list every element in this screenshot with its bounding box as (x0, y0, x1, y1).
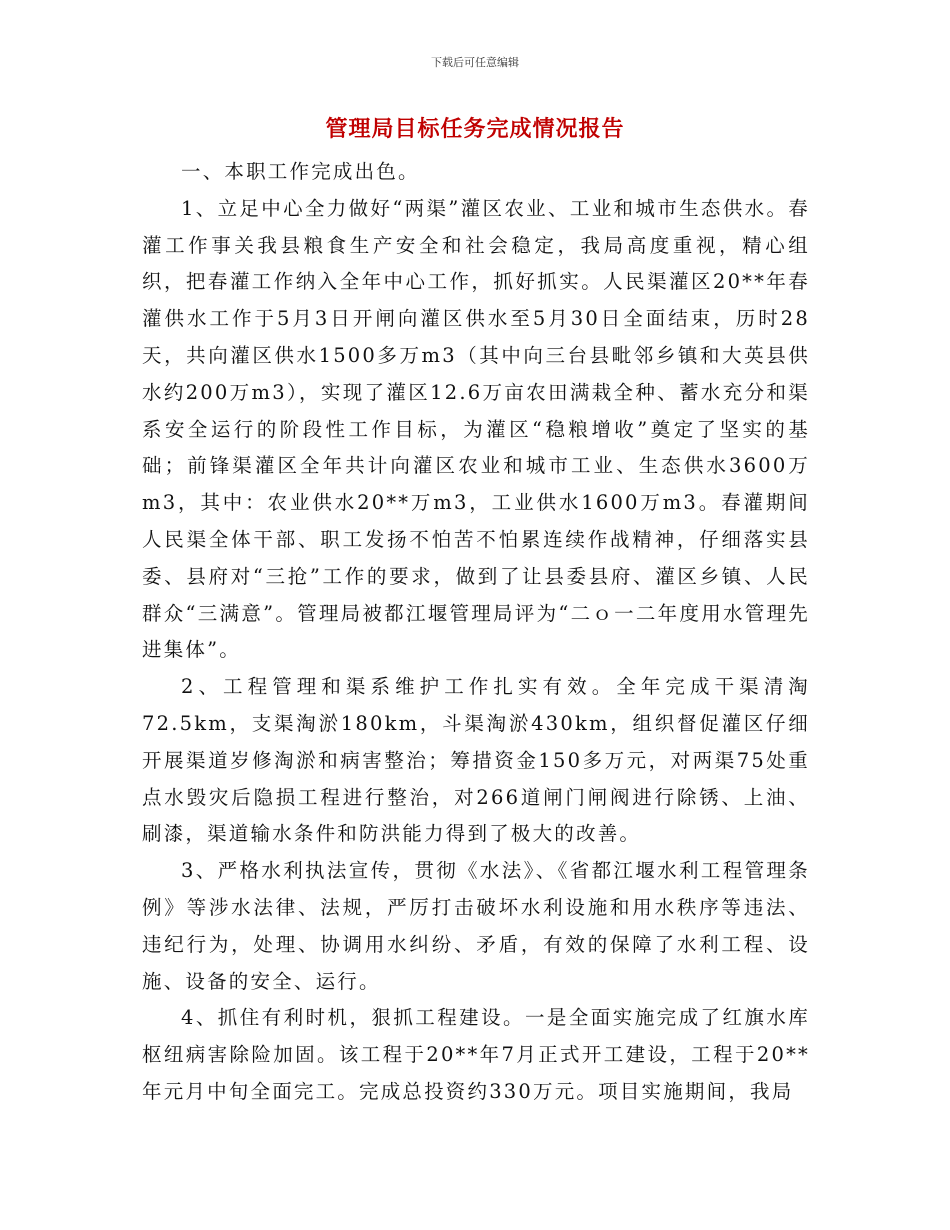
section-heading-1: 一、本职工作完成出色。 (181, 160, 420, 183)
document-body (142, 154, 810, 1111)
paragraph-item-1: 1、立足中心全力做好“两渠”灌区农业、工业和城市生态供水。春灌工作事关我县粮食生产安全和社会稳定，我局高度重视，精心组织，把春灌工作纳入全年中心工作，抓好抓实。人民渠灌区20**年春灌供水工作于5月3日开闸向灌区供水至5月30日全面结束，历时28天，共向灌区供水1500多万m3（其中向三台县毗邻乡镇和大英县供水约200万m3），实现了灌区12.6万亩农田满栽全种、蓄水充分和渠系安全运行的阶段性工作目标，为灌区“稳粮增收”奠定了坚实的基础；前锋渠灌区全年共计向灌区农业和城市工业、生态供水3600万m3，其中：农业供水20**万m3，工业供水1600万m3。春灌期间人民渠全体干部、职工发扬不怕苦不怕累连续作战精神，仔细落实县委、县府对“三抢”工作的要求，做到了让县委县府、灌区乡镇、人民群众“三满意”。管理局被都江堰管理局评为“二ｏ一二年度用水管理先进集体”。 (142, 196, 810, 662)
paragraph-item-2: 2、工程管理和渠系维护工作扎实有效。全年完成干渠清淘72.5km，支渠淘淤180km，斗渠淘淤430km，组织督促灌区仔细开展渠道岁修淘淤和病害整治；筹措资金150多万元，对两渠75处重点水毁灾后隐损工程进行整治，对266道闸门闸阀进行除锈、上油、刷漆，渠道输水条件和防洪能力得到了极大的改善。 (142, 675, 810, 846)
header-note: 下载后可任意编辑 (431, 56, 519, 69)
paragraph-item-4: 4、抓住有利时机，狠抓工程建设。一是全面实施完成了红旗水库枢纽病害除险加固。该工程于20**年7月正式开工建设，工程于20**年元月中旬全面完工。完成总投资约330万元。项目实施期间，我局 (142, 1006, 810, 1103)
document-title: 管理局目标任务完成情况报告 (325, 117, 625, 142)
paragraph-item-3: 3、严格水利执法宣传，贯彻《水法》、《省都江堰水利工程管理条例》等涉水法律、法规，严厉打击破坏水利设施和用水秩序等违法、违纪行为，处理、协调用水纠纷、矛盾，有效的保障了水利工程、设施、设备的安全、运行。 (142, 859, 810, 993)
